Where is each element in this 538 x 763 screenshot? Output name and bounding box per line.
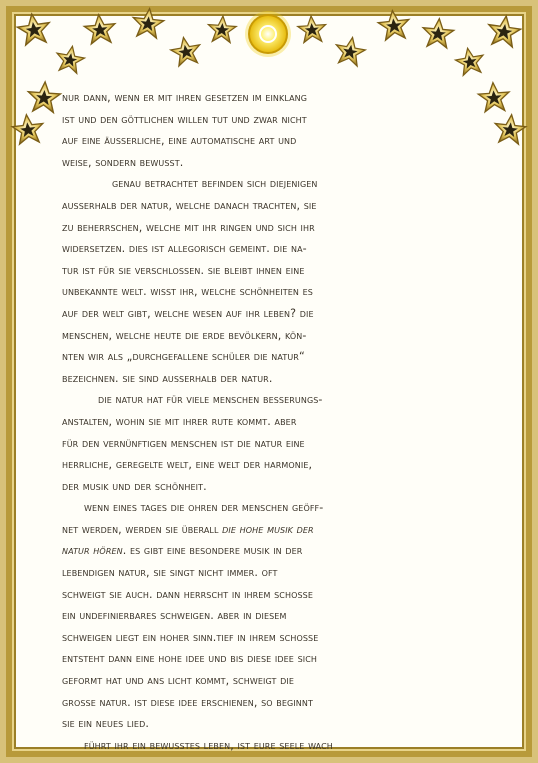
paragraph-5 [62,735,480,757]
text-line: weise, sondern bewusst. [62,155,184,169]
emphasis-text: die hohe musik der [222,522,314,536]
text-line: widersetzen. dies ist allegorisch gemeint. die na- [62,242,307,256]
text-line: entsteht dann eine hohe idee und bis diese idee sich [62,652,318,666]
paragraph-4 [62,497,480,735]
text-line: menschen, welche heute die erde bevölkern, kön- [62,328,307,342]
text-line: grosse natur. ist diese idee erschienen, so beginnt [62,695,313,709]
document-body [62,87,480,756]
text-line: tur ist für sie verschlossen. sie bleibt ihnen eine [62,263,305,277]
text-fragment: . es gibt eine besondere musik in der [122,544,303,558]
text-line: ist und den göttlichen willen tut und zwar nicht [62,112,307,126]
text-line: nten wir als „durchgefallene schüler die natur“ [62,350,305,364]
text-line: auf eine äusserliche, eine automatische art und [62,134,297,148]
text-line: auf der welt gibt, welche wesen auf ihr leben? die [62,306,314,320]
text-line: wenn eines tages die ohren der menschen geöff- [84,501,324,515]
text-line: genau betrachtet befinden sich diejenigen [112,177,318,191]
text-line: schweigen liegt ein hoher sinn.tief in ihrem schosse [62,630,319,644]
text-line: schweigt sie auch. dann herrscht in ihrem schosse [62,587,313,601]
text-fragment: net werden, werden sie überall [62,522,219,536]
text-line: zu beherrschen, welche mit ihr ringen und sich ihr [62,220,315,234]
text-line: führt ihr ein bewusstes leben, ist eure seele wach [84,738,333,752]
text-line: unbekannte welt. wisst ihr, welche schönheiten es [62,285,313,299]
text-line: sie ein neues lied. [62,717,149,731]
text-line [62,519,480,541]
text-line [62,540,480,562]
paragraph-2 [62,173,480,389]
text-line: geformt hat und ans licht kommt, schweigt die [62,674,294,688]
text-line: lebendigen natur, sie singt nicht immer. oft [62,566,278,580]
text-line: herrliche, geregelte welt, eine welt der harmonie, [62,458,313,472]
paragraph-3 [62,389,480,497]
emphasis-text: natur hören [62,544,123,558]
text-line: der musik und der schönheit. [62,479,207,493]
text-line: für den vernünftigen menschen ist die natur eine [62,436,305,450]
paragraph-1 [62,87,480,173]
text-line: nur dann, wenn er mit ihren gesetzen im einklang [62,91,308,104]
text-line: ein undefinierbares schweigen. aber in diesem [62,609,287,623]
text-line: anstalten, wohin sie mit ihrer rute kommt. aber [62,414,297,428]
text-line: bezeichnen. sie sind ausserhalb der natur. [62,371,273,385]
text-line: die natur hat für viele menschen besserungs- [98,393,323,407]
text-line: ausserhalb der natur, welche danach trachten, sie [62,198,317,212]
